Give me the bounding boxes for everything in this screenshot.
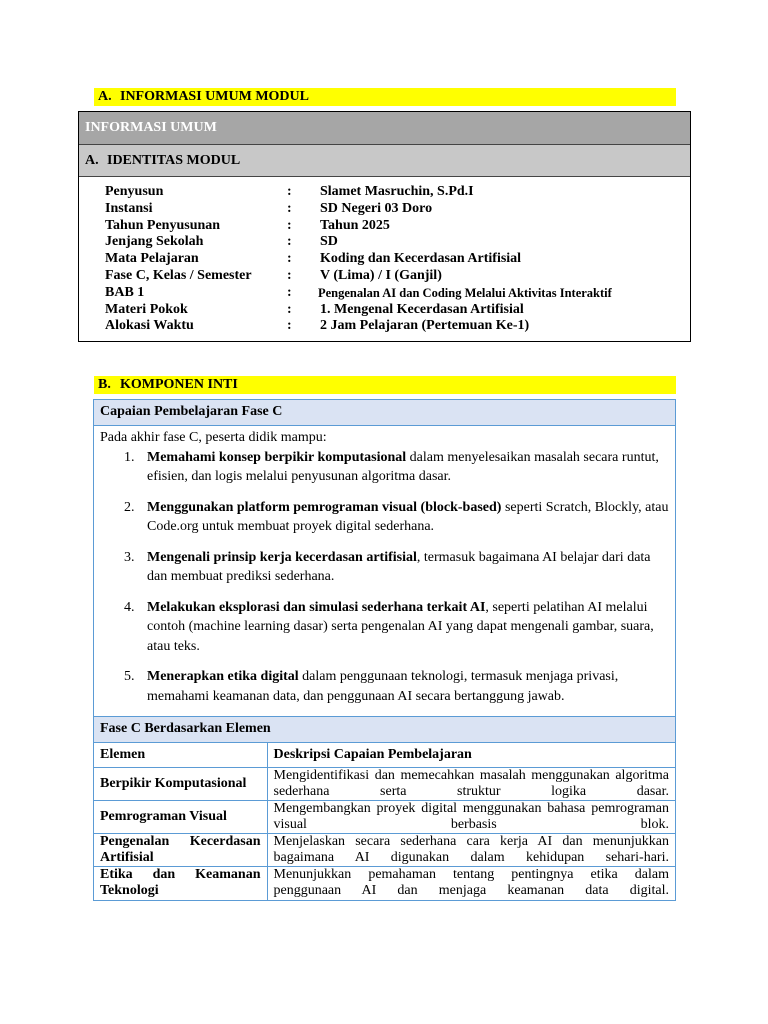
list-item (124, 667, 669, 706)
list-item-text: , seperti pelatihan AI melalui contoh (machine learning dasar) serta pengenalan AI yang dapat mengenali gambar, suara, atau teks. (147, 599, 654, 654)
elemen-name: Pemrograman Visual (94, 801, 267, 834)
identitas-colon: : (287, 234, 292, 250)
table-header-row (94, 743, 675, 768)
identitas-title: IDENTITAS MODUL (107, 153, 241, 168)
section-b-heading (94, 376, 676, 394)
col-deskripsi-header: Deskripsi Capaian Pembelajaran (267, 743, 675, 768)
elemen-name: Pengenalan Kecerdasan Artifisial (94, 834, 267, 867)
identitas-letter: A. (85, 153, 99, 168)
list-item-bold: Melakukan eksplorasi dan simulasi sederhana terkait AI (147, 599, 486, 615)
identitas-colon: : (287, 184, 292, 199)
identitas-list (79, 177, 690, 335)
section-a-letter: A. (98, 89, 112, 104)
list-item (124, 498, 669, 537)
identitas-row (79, 285, 690, 302)
identitas-colon: : (287, 200, 292, 216)
elemen-desc: Mengembangkan proyek digital menggunakan bahasa pemrograman visual berbasis blok. (267, 801, 675, 834)
identitas-value: V (Lima) / I (Ganjil) (320, 267, 442, 283)
identitas-row (79, 268, 690, 285)
list-item-number: 1. (124, 449, 135, 465)
identitas-colon: : (287, 318, 292, 334)
elemen-desc: Mengidentifikasi dan memecahkan masalah menggunakan algoritma sederhana serta struktur logika dasar. (267, 768, 675, 801)
section-b-letter: B. (98, 377, 111, 392)
identitas-label: Mata Pelajaran (105, 251, 199, 267)
identitas-label: Jenjang Sekolah (105, 234, 204, 250)
info-umum-box (78, 111, 691, 342)
list-item-number: 2. (124, 499, 135, 515)
identitas-value: Pengenalan AI dan Coding Melalui Aktivitas Interaktif (318, 285, 612, 300)
identitas-label: Tahun Penyusunan (105, 217, 221, 233)
list-item-number: 5. (124, 669, 135, 684)
identitas-label: Penyusun (105, 184, 164, 199)
identitas-label: Materi Pokok (105, 301, 188, 317)
identitas-label: BAB 1 (105, 284, 145, 300)
list-item (124, 548, 669, 587)
table-row (94, 801, 675, 834)
elemen-name: Etika dan Keamanan Teknologi (94, 867, 267, 900)
identitas-row (79, 318, 690, 335)
identitas-value: SD (320, 234, 338, 250)
table-row (94, 768, 675, 801)
identitas-value: SD Negeri 03 Doro (320, 200, 433, 216)
identitas-row (79, 201, 690, 218)
identitas-colon: : (287, 284, 292, 300)
elemen-table (94, 743, 675, 900)
identitas-value: 2 Jam Pelajaran (Pertemuan Ke-1) (320, 318, 530, 334)
elemen-desc: Menjelaskan secara sederhana cara kerja AI dan menunjukkan bagaimana AI digunakan dalam kehidupan sehari-hari. (267, 834, 675, 867)
identitas-row (79, 234, 690, 251)
capaian-intro: Pada akhir fase C, peserta didik mampu: (100, 430, 327, 445)
list-item-bold: Mengenali prinsip kerja kecerdasan artifisial (147, 549, 417, 565)
identitas-label: Instansi (105, 200, 153, 216)
list-item-bold: Menggunakan platform pemrograman visual (block-based) (147, 499, 502, 515)
capaian-list (100, 448, 669, 707)
section-b-title: KOMPONEN INTI (120, 377, 238, 392)
capaian-header: Capaian Pembelajaran Fase C (94, 400, 675, 426)
identitas-row (79, 218, 690, 235)
identitas-modul-header (79, 145, 690, 177)
list-item-text: , termasuk bagaimana AI belajar dari data dan membuat prediksi sederhana. (147, 549, 651, 584)
identitas-value: Slamet Masruchin, S.Pd.I (320, 184, 474, 199)
identitas-colon: : (287, 301, 292, 317)
list-item-text: seperti Scratch, Blockly, atau Code.org untuk membuat proyek digital sederhana. (147, 499, 669, 534)
list-item (124, 598, 669, 657)
identitas-row (79, 302, 690, 319)
list-item-bold: Memahami konsep berpikir komputasional (147, 449, 407, 465)
list-item-number: 4. (124, 599, 135, 615)
elemen-desc: Menunjukkan pemahaman tentang pentingnya etika dalam penggunaan AI dan menjaga keamanan data digital. (267, 867, 675, 900)
section-a-title: INFORMASI UMUM MODUL (120, 89, 309, 104)
identitas-row (79, 184, 690, 201)
col-elemen-header: Elemen (94, 743, 267, 768)
elemen-name: Berpikir Komputasional (94, 768, 267, 801)
list-item-text: dalam penggunaan teknologi, termasuk menjaga privasi, memahami keamanan data, dan penggunaan AI secara bertanggung jawab. (147, 669, 619, 704)
identitas-value: 1. Mengenal Kecerdasan Artifisial (320, 301, 524, 317)
table-row (94, 867, 675, 900)
identitas-colon: : (287, 267, 292, 283)
identitas-colon: : (287, 217, 292, 233)
identitas-value: Koding dan Kecerdasan Artifisial (320, 251, 522, 267)
komponen-inti-box (93, 399, 676, 901)
list-item-text: dalam menyelesaikan masalah secara runtut, efisien, dan logis melalui penyusunan algoritma dasar. (147, 449, 659, 484)
table-row (94, 834, 675, 867)
identitas-value: Tahun 2025 (320, 217, 390, 233)
list-item (124, 448, 669, 487)
list-item-bold: Menerapkan etika digital (147, 669, 299, 684)
identitas-colon: : (287, 251, 292, 267)
identitas-label: Alokasi Waktu (105, 318, 194, 334)
identitas-row (79, 251, 690, 268)
section-a-heading (94, 88, 676, 106)
info-umum-header: INFORMASI UMUM (79, 112, 690, 145)
list-item-number: 3. (124, 549, 135, 565)
elemen-header: Fase C Berdasarkan Elemen (94, 717, 675, 743)
capaian-body (94, 426, 675, 717)
identitas-label: Fase C, Kelas / Semester (105, 267, 252, 283)
